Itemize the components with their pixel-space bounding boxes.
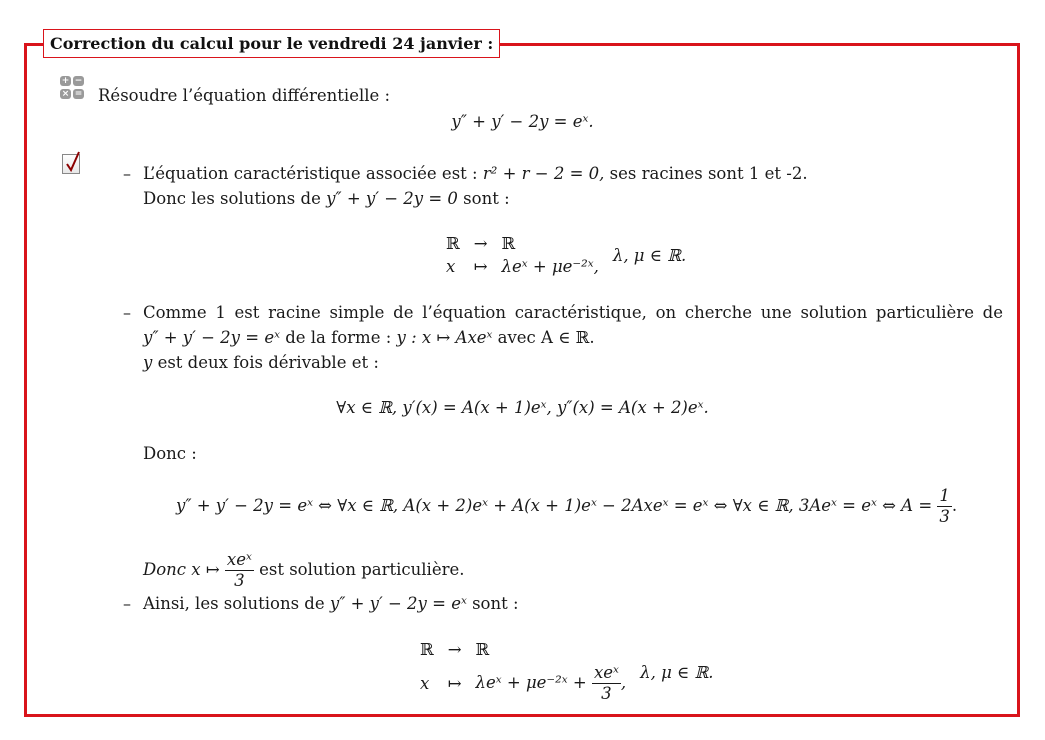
step2-line3: y est deux fois dérivable et :: [143, 353, 379, 372]
equivalence-chain: y″ + y′ − 2y = eˣ ⇔ ∀x ∈ ℝ, A(x + 2)eˣ + A(x + 1)eˣ − 2Axeˣ = eˣ ⇔ ∀x ∈ ℝ, 3Aeˣ = eˣ ⇔ A = $\frac{1}{3}$ .: [176, 485, 958, 526]
correction-frame: [24, 43, 1020, 717]
bullet-3: –: [123, 594, 131, 613]
fraction-xex-over-3: $\frac{\text{xeˣ}}{3}$: [226, 549, 252, 590]
fraction-general-xex-over-3: $\frac{\text{xeˣ}}{3}$: [593, 663, 619, 703]
homogeneous-solution-map: ℝ → ℝ λ, μ ∈ ℝ. x ↦ λeˣ + μe⁻²ˣ,: [446, 234, 687, 276]
exercise-equation: y″ + y′ − 2y = eˣ.: [451, 112, 594, 131]
characteristic-equation: r² + r − 2 = 0,: [482, 164, 605, 183]
step1-line2: Donc les solutions de y″ + y′ − 2y = 0 sont :: [143, 189, 510, 208]
derivatives-formula: ∀x ∈ ℝ, y′(x) = A(x + 1)eˣ, y″(x) = A(x + 2)eˣ.: [336, 398, 709, 417]
general-solution-map: ℝ → ℝ λ, μ ∈ ℝ. x ↦ λeˣ + μe⁻²ˣ + $\frac{\text{xeˣ}}{3}$ ,: [420, 640, 714, 703]
checkbox-icon: [62, 154, 80, 174]
step2-line2: y″ + y′ − 2y = eˣ de la forme : y : x ↦ Axeˣ avec A ∈ ℝ.: [143, 328, 595, 347]
donc-label: Donc :: [143, 444, 197, 463]
page-title: Correction du calcul pour le vendredi 24 janvier :: [43, 29, 500, 58]
step2-line1: Comme 1 est racine simple de l’équation caractéristique, on cherche une solution particulière de: [143, 303, 1003, 322]
bullet-1: –: [123, 164, 131, 183]
bullet-2: –: [123, 303, 131, 322]
exercise-prompt: Résoudre l’équation différentielle :: [98, 86, 391, 105]
step1-line1: L’équation caractéristique associée est : r² + r − 2 = 0, ses racines sont 1 et -2.: [143, 164, 808, 183]
fraction-one-third: $\frac{1}{3}$: [939, 485, 950, 526]
particular-solution: Donc x ↦ $\frac{\text{xeˣ}}{3}$ est solution particulière.: [143, 549, 465, 590]
calculator-icon: + − × =: [61, 76, 83, 99]
step3-line: Ainsi, les solutions de y″ + y′ − 2y = eˣ sont :: [143, 594, 519, 613]
